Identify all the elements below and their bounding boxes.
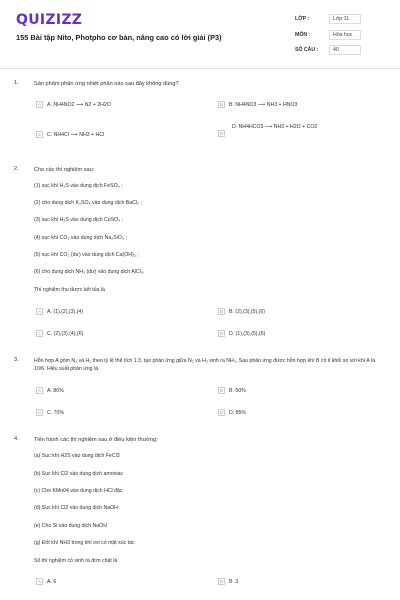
question-number: 4. — [14, 436, 19, 442]
option-text: B. (2),(3),(5),(6) — [229, 308, 266, 315]
option-box: A — [36, 387, 43, 394]
option-text: A. (1),(2),(3),(4) — [47, 308, 84, 315]
option-text: D. (1),(3),(5),(6) — [229, 330, 266, 337]
answer-option[interactable] — [36, 387, 64, 394]
statement-line: (4) sục khí CO₂ vào dung dịch Na₂SiO₃ ; — [34, 235, 127, 241]
quizizz-logo: QUIZIZZ — [16, 12, 83, 28]
meta-label: SỐ CÂU : — [295, 47, 319, 54]
question-text: Cho các thí nghiệm sau: — [34, 167, 95, 173]
option-box: D — [219, 410, 224, 415]
statement-line: (6) cho dung dịch NH₃ (dư) vào dung dịch AlCl₃. — [34, 269, 145, 275]
option-text: C. (2),(3),(4),(6) — [47, 330, 84, 337]
option-text: D. 85% — [229, 409, 247, 416]
option-text: C. 70% — [47, 409, 65, 416]
statement-line: Số thí nghiệm có sinh ra đơn chất là — [34, 558, 118, 564]
option-box: C — [37, 410, 42, 415]
meta-value: Hóa học — [329, 30, 361, 40]
question-text: Sản phẩm phản ứng nhiệt phân nào sau đây không đúng? — [34, 81, 179, 87]
option-box: D — [219, 131, 224, 136]
answer-option[interactable] — [36, 131, 104, 138]
option-box: A — [36, 308, 43, 315]
option-box: B — [218, 101, 225, 108]
statement-line: (c) Cho KMn04 vào dung dịch HCl đặc — [34, 488, 123, 494]
option-box: B — [218, 308, 225, 315]
option-box: D — [219, 331, 224, 336]
answer-option[interactable] — [218, 409, 246, 416]
answer-option[interactable] — [36, 308, 83, 315]
statement-line: (3) sục khí H₂S vào dung dịch CuSO₄ ; — [34, 217, 124, 223]
meta-label: MÔN : — [295, 31, 311, 38]
answer-option[interactable] — [218, 101, 297, 108]
statement-line: (1) sục khí H₂S vào dung dịch FeSO₄ ; — [34, 183, 123, 189]
answer-option[interactable] — [36, 578, 56, 585]
meta-label: LỚP : — [295, 16, 310, 22]
answer-option[interactable] — [218, 308, 265, 315]
answer-option[interactable] — [36, 409, 64, 416]
statement-line: (b) Sục khí Cl2 vào dung dịch amoniac — [34, 471, 124, 477]
question-number: 3. — [14, 357, 19, 363]
option-box: C — [37, 132, 42, 137]
statement-line: (a) Sục khí H2S vào dung dịch FeCl3 — [34, 453, 120, 459]
option-box: C — [37, 331, 42, 336]
option-text: A. 80% — [47, 387, 64, 394]
option-box: A — [36, 578, 43, 585]
meta-row-count — [295, 45, 395, 55]
option-text: B. 50% — [229, 387, 246, 394]
statement-line: (5) sục khí CO₂ (dư) vào dung dịch Ca(OH)₂ ; — [34, 252, 139, 258]
answer-option[interactable] — [218, 578, 238, 585]
answer-option[interactable] — [36, 101, 111, 108]
meta-row-class — [295, 14, 395, 24]
option-text: C. NH4Cl ⟶ NH3 + HCl — [47, 131, 105, 138]
option-text: B. 3 — [229, 578, 239, 585]
option-box: A — [36, 101, 43, 108]
statement-line: (g) Đốt khí NH3 trong khí oxi có mặt xúc tác — [34, 540, 135, 546]
option-text: A. NH4NO2 ⟶ N2 + 2H2O — [47, 101, 111, 108]
meta-value: Lớp 11 — [329, 14, 361, 24]
statement-line: (e) Cho Si vào dung dịch NaOH — [34, 523, 107, 529]
page-title: 155 Bài tập Nito, Photpho cơ bản, nâng cao có lời giải (P3) — [16, 33, 222, 42]
answer-option[interactable] — [36, 330, 83, 337]
meta-row-subject — [295, 30, 395, 40]
question-number: 1. — [14, 80, 19, 86]
option-text: B. NH4NO3 ⟶ NH3 + HNO3 — [229, 101, 298, 108]
meta-table — [295, 14, 395, 61]
question-text: Hỗn hợp A gồm N₂ và H₂ theo tỷ lệ thể tích 1:3, tạo phản ứng giữa N₂ và H₂ sinh ra NH₃. Sau phản ứng được hỗn hợp khí B có tỉ khối so với khí A là 10/6. Hiệu suất phản ứng là — [34, 358, 376, 372]
question-number: 2. — [14, 166, 19, 172]
answer-option[interactable] — [218, 124, 318, 137]
option-box: B — [218, 387, 225, 394]
answer-option[interactable] — [218, 330, 265, 337]
answer-option[interactable] — [218, 387, 246, 394]
meta-value: 40 — [329, 45, 361, 55]
statement-line: (d) Sục khí Cl2 vào dung dịch NaOH — [34, 505, 118, 511]
option-box: B — [218, 578, 225, 585]
option-text: A. 6 — [47, 578, 57, 585]
statement-line: (2) cho dung dịch K₂SO₄ vào dung dịch BaCl₂ ; — [34, 200, 142, 206]
option-text: D. NH4HCO3 ⟶ NH3 + H2O + CO2 — [232, 124, 318, 130]
statement-line: Thí nghiệm thu được kết tủa là — [34, 287, 105, 293]
header-divider — [0, 68, 400, 69]
question-text: Tiến hành các thí nghiệm sau ở điều kiện thường: — [34, 437, 158, 443]
